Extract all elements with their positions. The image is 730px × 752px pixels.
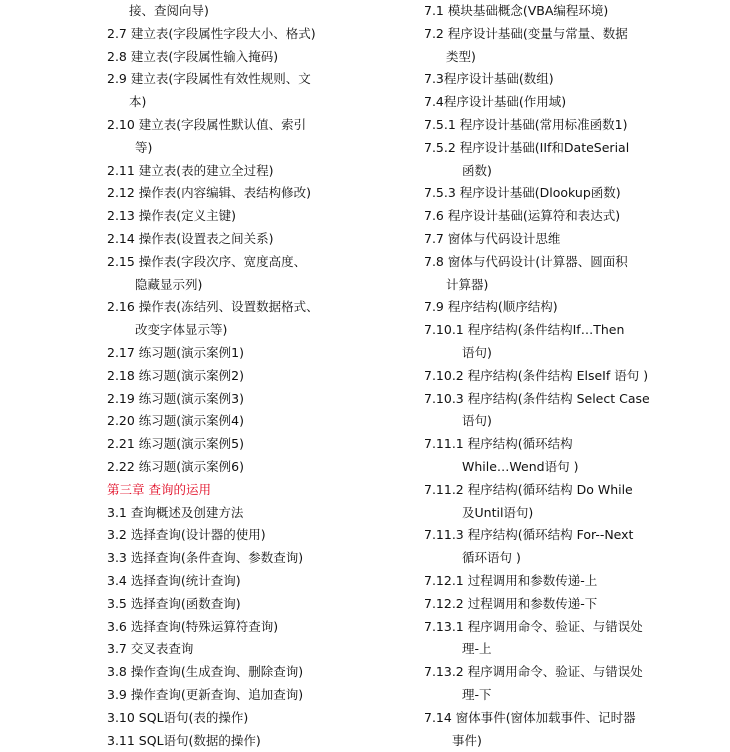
toc-left-column bbox=[107, 0, 407, 752]
toc-right-column bbox=[424, 0, 724, 752]
toc-entry: 2.11 建立表(表的建立全过程) bbox=[107, 160, 407, 183]
toc-entry: 2.16 操作表(冻结列、设置数据格式、 改变字体显示等) bbox=[107, 296, 407, 342]
toc-entry: 3.10 SQL语句(表的操作) bbox=[107, 707, 407, 730]
toc-entry: 7.10.2 程序结构(条件结构 ElseIf 语句 ) bbox=[424, 365, 724, 388]
toc-entry: 3.1 查询概述及创建方法 bbox=[107, 502, 407, 525]
toc-entry: 7.5.1 程序设计基础(常用标准函数1) bbox=[424, 114, 724, 137]
toc-entry: 2.22 练习题(演示案例6) bbox=[107, 456, 407, 479]
toc-entry: 7.2 程序设计基础(变量与常量、数据 类型) bbox=[424, 23, 724, 69]
toc-entry: 2.19 练习题(演示案例3) bbox=[107, 388, 407, 411]
toc-entry: 3.2 选择查询(设计器的使用) bbox=[107, 524, 407, 547]
toc-entry: 7.10.3 程序结构(条件结构 Select Case 语句) bbox=[424, 388, 724, 434]
toc-entry: 7.5.3 程序设计基础(Dlookup函数) bbox=[424, 182, 724, 205]
toc-entry: 3.4 选择查询(统计查询) bbox=[107, 570, 407, 593]
toc-entry: 3.7 交叉表查询 bbox=[107, 638, 407, 661]
toc-entry: 7.3程序设计基础(数组) bbox=[424, 68, 724, 91]
toc-entry: 7.7 窗体与代码设计思维 bbox=[424, 228, 724, 251]
toc-entry: 7.12.2 过程调用和参数传递-下 bbox=[424, 593, 724, 616]
toc-entry: 3.9 操作查询(更新查询、追加查询) bbox=[107, 684, 407, 707]
toc-entry: 2.21 练习题(演示案例5) bbox=[107, 433, 407, 456]
toc-entry: 2.15 操作表(字段次序、宽度高度、 隐藏显示列) bbox=[107, 251, 407, 297]
toc-entry: 7.10.1 程序结构(条件结构If…Then 语句) bbox=[424, 319, 724, 365]
toc-entry: 3.5 选择查询(函数查询) bbox=[107, 593, 407, 616]
toc-entry: 7.14 窗体事件(窗体加载事件、记时器 事件) bbox=[424, 707, 724, 752]
toc-entry: 2.14 操作表(设置表之间关系) bbox=[107, 228, 407, 251]
toc-entry: 7.11.2 程序结构(循环结构 Do While 及Until语句) bbox=[424, 479, 724, 525]
toc-entry: 2.7 建立表(字段属性字段大小、格式) bbox=[107, 23, 407, 46]
toc-entry: 3.8 操作查询(生成查询、删除查询) bbox=[107, 661, 407, 684]
toc-entry: 2.17 练习题(演示案例1) bbox=[107, 342, 407, 365]
toc-entry: 3.3 选择查询(条件查询、参数查询) bbox=[107, 547, 407, 570]
toc-entry: 2.18 练习题(演示案例2) bbox=[107, 365, 407, 388]
toc-entry: 2.9 建立表(字段属性有效性规则、文 本) bbox=[107, 68, 407, 114]
toc-entry: 2.10 建立表(字段属性默认值、索引 等) bbox=[107, 114, 407, 160]
toc-entry: 7.6 程序设计基础(运算符和表达式) bbox=[424, 205, 724, 228]
toc-entry: 2.20 练习题(演示案例4) bbox=[107, 410, 407, 433]
toc-entry: 7.11.1 程序结构(循环结构 While…Wend语句 ) bbox=[424, 433, 724, 479]
toc-entry: 接、查阅向导) bbox=[107, 0, 407, 23]
chapter-heading: 第三章 查询的运用 bbox=[107, 479, 407, 502]
toc-entry: 7.13.1 程序调用命令、验证、与错误处 理-上 bbox=[424, 616, 724, 662]
toc-entry: 7.11.3 程序结构(循环结构 For--Next 循环语句 ) bbox=[424, 524, 724, 570]
toc-entry: 2.12 操作表(内容编辑、表结构修改) bbox=[107, 182, 407, 205]
toc-entry: 7.12.1 过程调用和参数传递-上 bbox=[424, 570, 724, 593]
toc-entry: 7.13.2 程序调用命令、验证、与错误处 理-下 bbox=[424, 661, 724, 707]
toc-entry: 2.13 操作表(定义主键) bbox=[107, 205, 407, 228]
toc-entry: 7.9 程序结构(顺序结构) bbox=[424, 296, 724, 319]
toc-entry: 2.8 建立表(字段属性输入掩码) bbox=[107, 46, 407, 69]
toc-entry: 7.1 模块基础概念(VBA编程环境) bbox=[424, 0, 724, 23]
toc-entry: 7.5.2 程序设计基础(IIf和DateSerial 函数) bbox=[424, 137, 724, 183]
toc-entry: 7.8 窗体与代码设计(计算器、圆面积 计算器) bbox=[424, 251, 724, 297]
toc-entry: 3.6 选择查询(特殊运算符查询) bbox=[107, 616, 407, 639]
toc-entry: 7.4程序设计基础(作用域) bbox=[424, 91, 724, 114]
toc-entry: 3.11 SQL语句(数据的操作) bbox=[107, 730, 407, 752]
